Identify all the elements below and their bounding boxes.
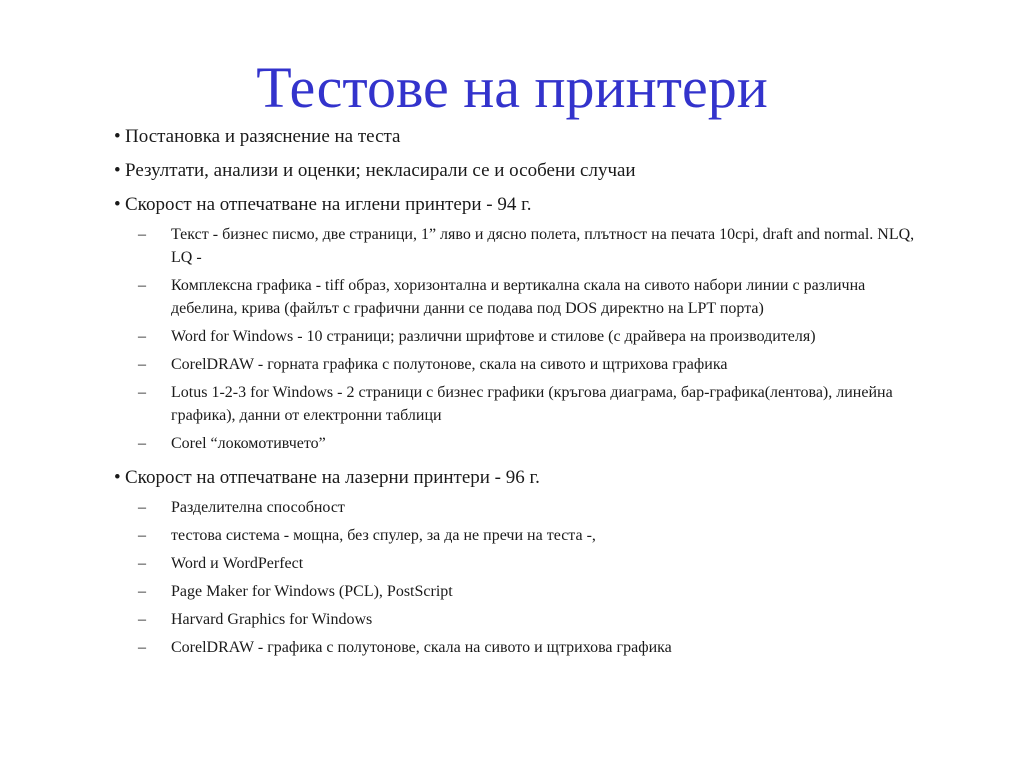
sub-list-item-text: CorelDRAW - графика с полутонове, скала на сивото и щтрихова графика	[171, 639, 672, 656]
dash-icon: –	[138, 356, 146, 373]
sub-list-item-text: Word for Windows - 10 страници; различни шрифтове и стилове (с драйвера на производителя)	[171, 328, 816, 345]
dash-icon: –	[138, 226, 146, 243]
list-item-text: Резултати, анализи и оценки; некласирали се и особени случаи	[125, 160, 636, 181]
sub-list-item	[0, 325, 921, 348]
sub-list-item-text: CorelDRAW - горната графика с полутонове, скала на сивото и щтрихова графика	[171, 356, 728, 373]
list-item-text: Скорост на отпечатване на иглени принтери - 94 г.	[125, 194, 532, 215]
slide-body	[0, 126, 1024, 659]
bullet-icon: •	[114, 194, 121, 215]
sub-list-item-text: Lotus 1-2-3 for Windows - 2 страници с бизнес графики (кръгова диаграма, бар-графика(лентова), линейна графика), данни от електронни таблици	[171, 384, 893, 424]
list-item	[0, 467, 985, 489]
dash-icon: –	[138, 583, 146, 600]
dash-icon: –	[138, 435, 146, 452]
sub-list-item-text: Разделителна способност	[171, 499, 345, 516]
sub-list-item-text: Комплексна графика - tiff образ, хоризонтална и вертикална скала на сивото набори линии с различна дебелина, крива (файлът с графични данни се подава под DOS директно на LPT порта)	[171, 277, 866, 317]
dash-icon: –	[138, 277, 146, 294]
bullet-icon: •	[114, 160, 121, 181]
sub-list-item-text: Harvard Graphics for Windows	[171, 611, 373, 628]
sub-list-item	[0, 524, 921, 547]
bullet-icon: •	[114, 126, 121, 147]
sub-list-item	[0, 580, 921, 603]
sub-list-item	[0, 496, 921, 519]
sub-list-item	[0, 381, 921, 427]
sub-list-item	[0, 608, 921, 631]
sub-list-item	[0, 223, 921, 269]
dash-icon: –	[138, 611, 146, 628]
list-item	[0, 160, 985, 182]
dash-icon: –	[138, 384, 146, 401]
sub-list-item-text: Page Maker for Windows (PCL), PostScript	[171, 583, 453, 600]
bullet-icon: •	[114, 467, 121, 488]
list-item	[0, 126, 985, 148]
sub-list-item	[0, 636, 921, 659]
sub-list-item	[0, 552, 921, 575]
dash-icon: –	[138, 527, 146, 544]
list-item	[0, 194, 985, 216]
dash-icon: –	[138, 499, 146, 516]
list-item-text: Постановка и разяснение на теста	[125, 126, 401, 147]
dash-icon: –	[138, 639, 146, 656]
list-item-text: Скорост на отпечатване на лазерни принтери - 96 г.	[125, 467, 540, 488]
slide-title: Тестове на принтери	[256, 55, 768, 120]
dash-icon: –	[138, 555, 146, 572]
sub-list-item-text: Corel “локомотивчето”	[171, 435, 326, 452]
sub-list-item-text: тестова система - мощна, без спулер, за да не пречи на теста -,	[171, 527, 596, 544]
sub-list-item	[0, 274, 921, 320]
sub-list-item-text: Текст - бизнес писмо, две страници, 1” ляво и дясно полета, плътност на печата 10cpi, draft and normal. NLQ, LQ -	[171, 226, 915, 266]
sub-list-item-text: Word и WordPerfect	[171, 555, 304, 572]
dash-icon: –	[138, 328, 146, 345]
sub-list-item	[0, 432, 921, 455]
sub-list-item	[0, 353, 921, 376]
